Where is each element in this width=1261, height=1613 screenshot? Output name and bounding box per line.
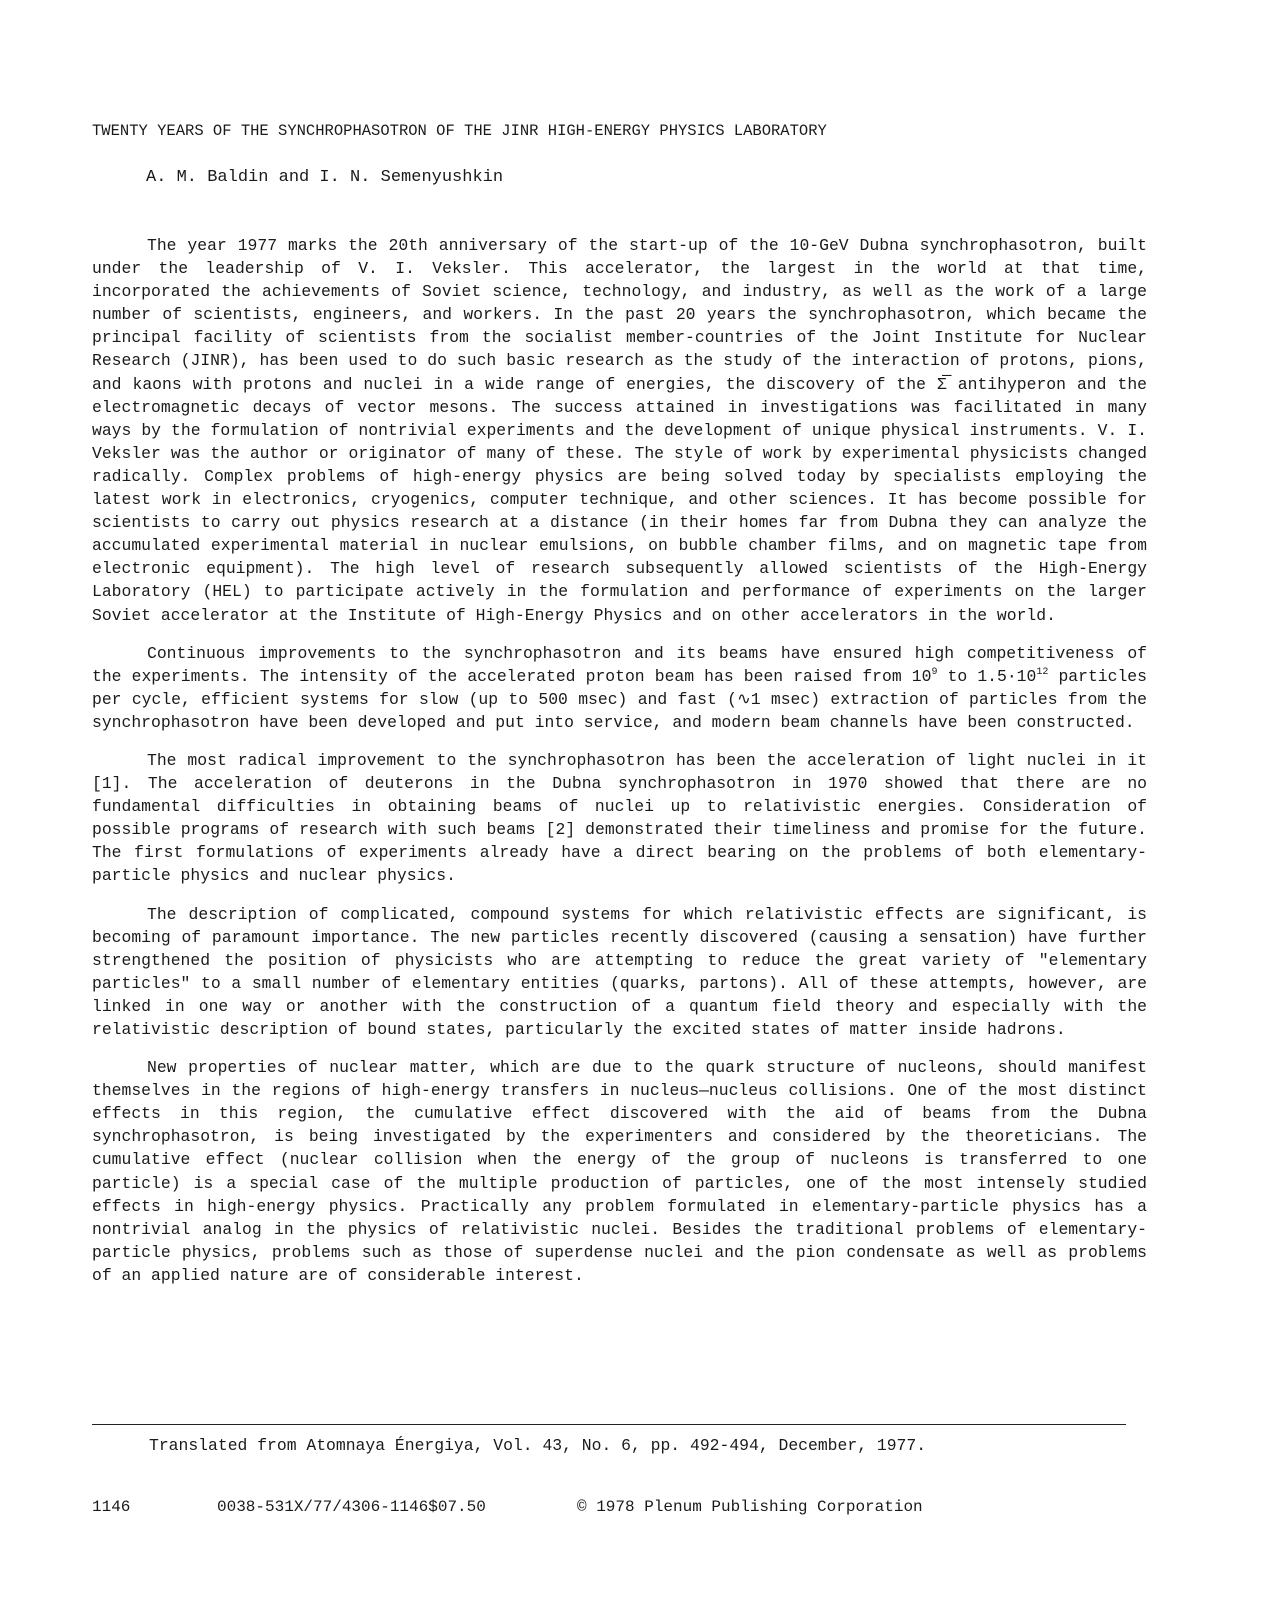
article-body xyxy=(92,234,1147,1302)
paragraph-2 xyxy=(92,642,1147,734)
copyright-notice: © 1978 Plenum Publishing Corporation xyxy=(577,1498,923,1516)
paragraph-1: The year 1977 marks the 20th anniversary of the start-up of the 10-GeV Dubna synchrophasotron, built under the leadership of V. I. Veksler. This accelerator, the largest in the world at that time, incorporated the achievements of Soviet science, technology, and industry, as well as the work of a large number of scientists, engineers, and workers. In the past 20 years the synchrophasotron, which became the principal facility of scientists from the socialist member-countries of the Joint Institute for Nuclear Research (JINR), has been used to do such basic research as the study of the interaction of protons, pions, and kaons with protons and nuclei in a wide range of energies, the discovery of the Σ̅ antihyperon and the electromagnetic decays of vector mesons. The success attained in investigations was facilitated in many ways by the formulation of nontrivial experiments and the development of unique physical instruments. V. I. Veksler was the author or originator of many of these. The style of work by experimental physicists changed radically. Complex problems of high-energy physics are being solved today by specialists employing the latest work in electronics, cryogenics, computer technique, and other sciences. It has become possible for scientists to carry out physics research at a distance (in their homes far from Dubna they can analyze the accumulated experimental material in nuclear emulsions, on bubble chamber films, and on magnetic tape from electronic equipment). The high level of research subsequently allowed scientists of the High-Energy Laboratory (HEL) to participate actively in the formulation and performance of experiments on the larger Soviet accelerator at the Institute of High-Energy Physics and on other accelerators in the world. xyxy=(92,236,1147,625)
article-title: TWENTY YEARS OF THE SYNCHROPHASOTRON OF THE JINR HIGH-ENERGY PHYSICS LABORATORY xyxy=(92,122,827,140)
superscript-exponent-9: 9 xyxy=(931,666,938,678)
paragraph-2-part-c: particles per cycle, efficient systems for slow (up to 500 msec) and fast (∿1 msec) extraction of particles from the synchrophasotron have been developed and put into service, and modern beam channels have been constructed. xyxy=(92,666,1147,732)
paragraph-2-part-b: to 1.5·10 xyxy=(937,666,1037,686)
page-number: 1146 xyxy=(92,1498,131,1516)
paragraph-5: New properties of nuclear matter, which are due to the quark structure of nucleons, should manifest themselves in the regions of high-energy transfers in nucleus—nucleus collisions. One of the most distinct effects in this region, the cumulative effect discovered with the aid of beams from the Dubna synchrophasotron, is being investigated by the experimenters and considered by the theoreticians. The cumulative effect (nuclear collision when the energy of the group of nucleons is transferred to one particle) is a special case of the multiple production of particles, one of the most intensely studied effects in high-energy physics. Practically any problem formulated in elementary-particle physics has a nontrivial analog in the physics of relativistic nuclei. Besides the traditional problems of elementary-particle physics, problems such as those of superdense nuclei and the pion condensate as well as problems of an applied nature are of considerable interest. xyxy=(92,1058,1147,1285)
article-code: 0038-531X/77/4306-1146$07.50 xyxy=(217,1498,486,1516)
paragraph-4: The description of complicated, compound systems for which relativistic effects are significant, is becoming of paramount importance. The new particles recently discovered (causing a sensation) have further strengthened the position of physicists who are attempting to reduce the great variety of "elementary particles" to a small number of elementary entities (quarks, partons). All of these attempts, however, are linked in one way or another with the construction of a quantum field theory and especially with the relativistic description of bound states, particularly the excited states of matter inside hadrons. xyxy=(92,904,1147,1039)
translation-note: Translated from Atomnaya Énergiya, Vol. 43, No. 6, pp. 492-494, December, 1977. xyxy=(149,1436,927,1455)
paragraph-3: The most radical improvement to the synchrophasotron has been the acceleration of light nuclei in it [1]. The acceleration of deuterons in the Dubna synchrophasotron in 1970 showed that there are no fundamental difficulties in obtaining beams of nuclei up to relativistic energies. Consideration of possible programs of research with such beams [2] demonstrated their timeliness and promise for the future. The first formulations of experiments already have a direct bearing on the problems of both elementary-particle physics and nuclear physics. xyxy=(92,750,1147,886)
paragraph-2-part-a: Continuous improvements to the synchrophasotron and its beams have ensured high competitiveness of the experiments. The intensity of the accelerated proton beam has been raised from 10 xyxy=(92,643,1147,686)
superscript-exponent-12: 12 xyxy=(1036,666,1049,678)
footnote-divider xyxy=(92,1424,1126,1425)
article-authors: A. M. Baldin and I. N. Semenyushkin xyxy=(146,168,504,187)
